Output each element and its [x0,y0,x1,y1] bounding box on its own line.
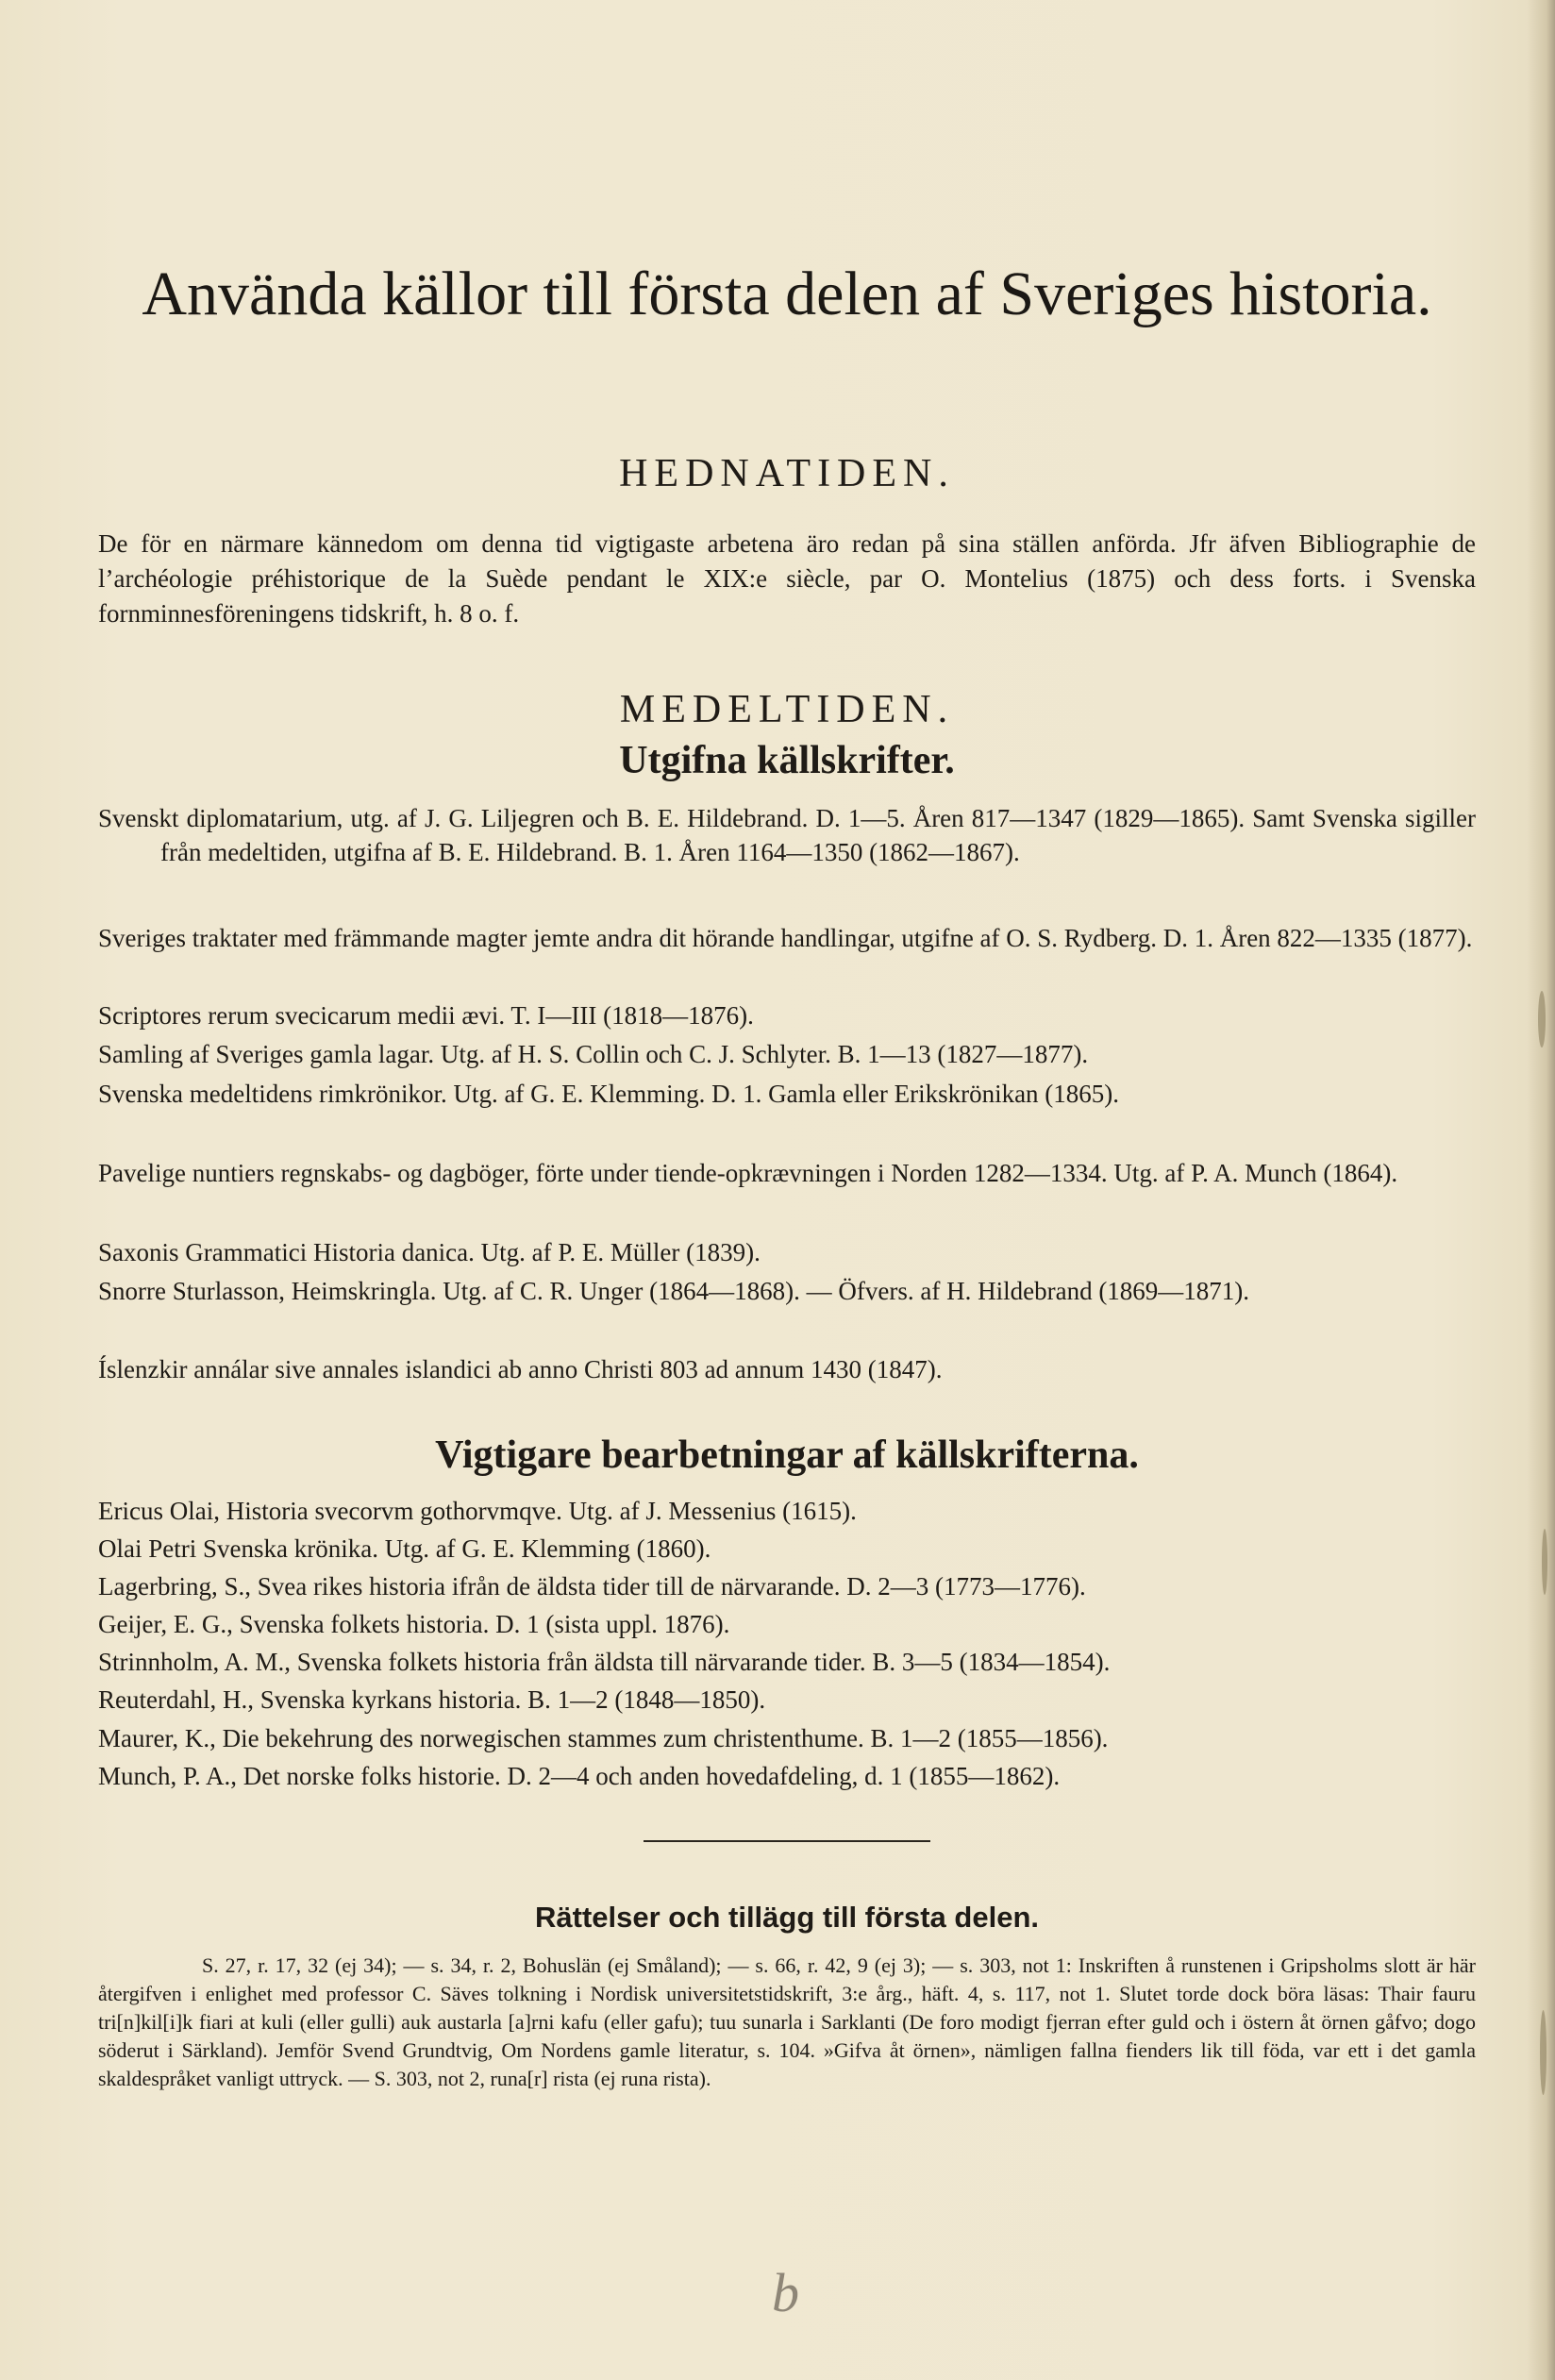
source-entry: Íslenzkir annálar sive annales islandici ab anno Christi 803 ad annum 1430 (1847). [98,1355,943,1383]
work-entry: Strinnholm, A. M., Svenska folkets historia från äldsta till närvarande tider. B. 3—5 (1834—1854). [98,1648,1111,1676]
source-entry: Svenska medeltidens rimkrönikor. Utg. af G. E. Klemming. D. 1. Gamla eller Erikskrönikan (1865). [98,1080,1120,1108]
section-divider [644,1840,930,1842]
source-entry: Sveriges traktater med främmande magter jemte andra dit hörande handlingar, utgifne af O. S. Rydberg. D. 1. Åren 822—1335 (1877). [98,924,1473,952]
corrections-heading: Rättelser och tillägg till första delen. [535,1901,1039,1934]
corrections-text: S. 27, r. 17, 32 (ej 34); — s. 34, r. 2, Bohuslän (ej Småland); — s. 66, r. 42, 9 (ej 3); — s. 303, not 1: Inskriften å runstenen i Gripsholms slott är här återgifven i enlighet med professor C. Säves tolkning i Nordisk universitetstidskrift, 3:e årg., häft. 4, s. 117, not 1. Slutet torde dock böra läsas: Thair fauru tri[n]kil[i]k fiari at kuli (eller gulli) auk austarla [a]rni kafu (eller gafu); tuu sunarla i Sarklanti (De foro modigt fjerran efter guld och i östern åt örnen gåfvo; dogo söderut i Särkland). Jemför Svend Grundtvig, Om Nordens gamle literatur, s. 104. »Gifva åt örnen», nämligen fallna fienders lik till föda, var ett i det gamla skaldespråket vanligt uttryck. — S. 303, not 2, runa[r] rista (ej runa rista). [98,1953,1476,2090]
work-entry: Maurer, K., Die bekehrung des norwegischen stammes zum christenthume. B. 1—2 (1855—1856). [98,1724,1109,1752]
work-entry: Lagerbring, S., Svea rikes historia ifrån de äldsta tider till de närvarande. D. 2—3 (1773—1776). [98,1572,1086,1601]
paper-stain [1540,2010,1547,2095]
page-mark: b [772,2262,799,2323]
source-entry: Snorre Sturlasson, Heimskringla. Utg. af C. R. Unger (1864—1868). — Öfvers. af H. Hildebrand (1869—1871). [98,1277,1250,1305]
source-entry: Svenskt diplomatarium, utg. af J. G. Liljegren och B. E. Hildebrand. D. 1—5. Åren 817—1347 (1829—1865). Samt Svenska sigiller från medeltiden, utgifna af B. E. Hildebrand. B. 1. Åren 1164—1350 (1862—1867). [98,804,1476,866]
work-entry: Geijer, E. G., Svenska folkets historia. D. 1 (sista uppl. 1876). [98,1610,730,1638]
work-entry: Ericus Olai, Historia svecorvm gothorvmqve. Utg. af J. Messenius (1615). [98,1497,857,1525]
subheading-utgifna-kallskrifter: Utgifna källskrifter. [619,739,955,782]
source-entry: Scriptores rerum svecicarum medii ævi. T. I—III (1818—1876). [98,1001,754,1030]
work-entry: Reuterdahl, H., Svenska kyrkans historia. B. 1—2 (1848—1850). [98,1685,766,1714]
source-entry: Saxonis Grammatici Historia danica. Utg. af P. E. Müller (1839). [98,1238,761,1266]
page-title: Använda källor till första delen af Sveriges historia. [142,260,1432,328]
work-entry: Munch, P. A., Det norske folks historie. D. 2—4 och anden hovedafdeling, d. 1 (1855—1862). [98,1762,1061,1790]
paper-stain [1542,1529,1547,1595]
section-heading-hednatiden: HEDNATIDEN. [619,452,955,495]
source-entry: Pavelige nuntiers regnskabs- og dagböger, förte under tiende-opkrævningen i Norden 1282—1334. Utg. af P. A. Munch (1864). [98,1159,1398,1187]
section-heading-medeltiden: MEDELTIDEN. [619,688,955,731]
work-entry: Olai Petri Svenska krönika. Utg. af G. E. Klemming (1860). [98,1534,711,1563]
hednatiden-paragraph: De för en närmare kännedom om denna tid vigtigaste arbetena äro redan på sina ställen anförda. Jfr äfven Bibliographie de l’archéologie préhistorique de la Suède pendant le XIX:e siècle, par O. Montelius (1875) och dess forts. i Svenska fornminnesföreningens tidskrift, h. 8 o. f. [98,529,1476,628]
source-entry: Samling af Sveriges gamla lagar. Utg. af H. S. Collin och C. J. Schlyter. B. 1—13 (1827—1877). [98,1040,1089,1068]
subheading-bearbetningar: Vigtigare bearbetningar af källskrifterna. [435,1433,1139,1477]
paper-stain [1538,991,1546,1048]
